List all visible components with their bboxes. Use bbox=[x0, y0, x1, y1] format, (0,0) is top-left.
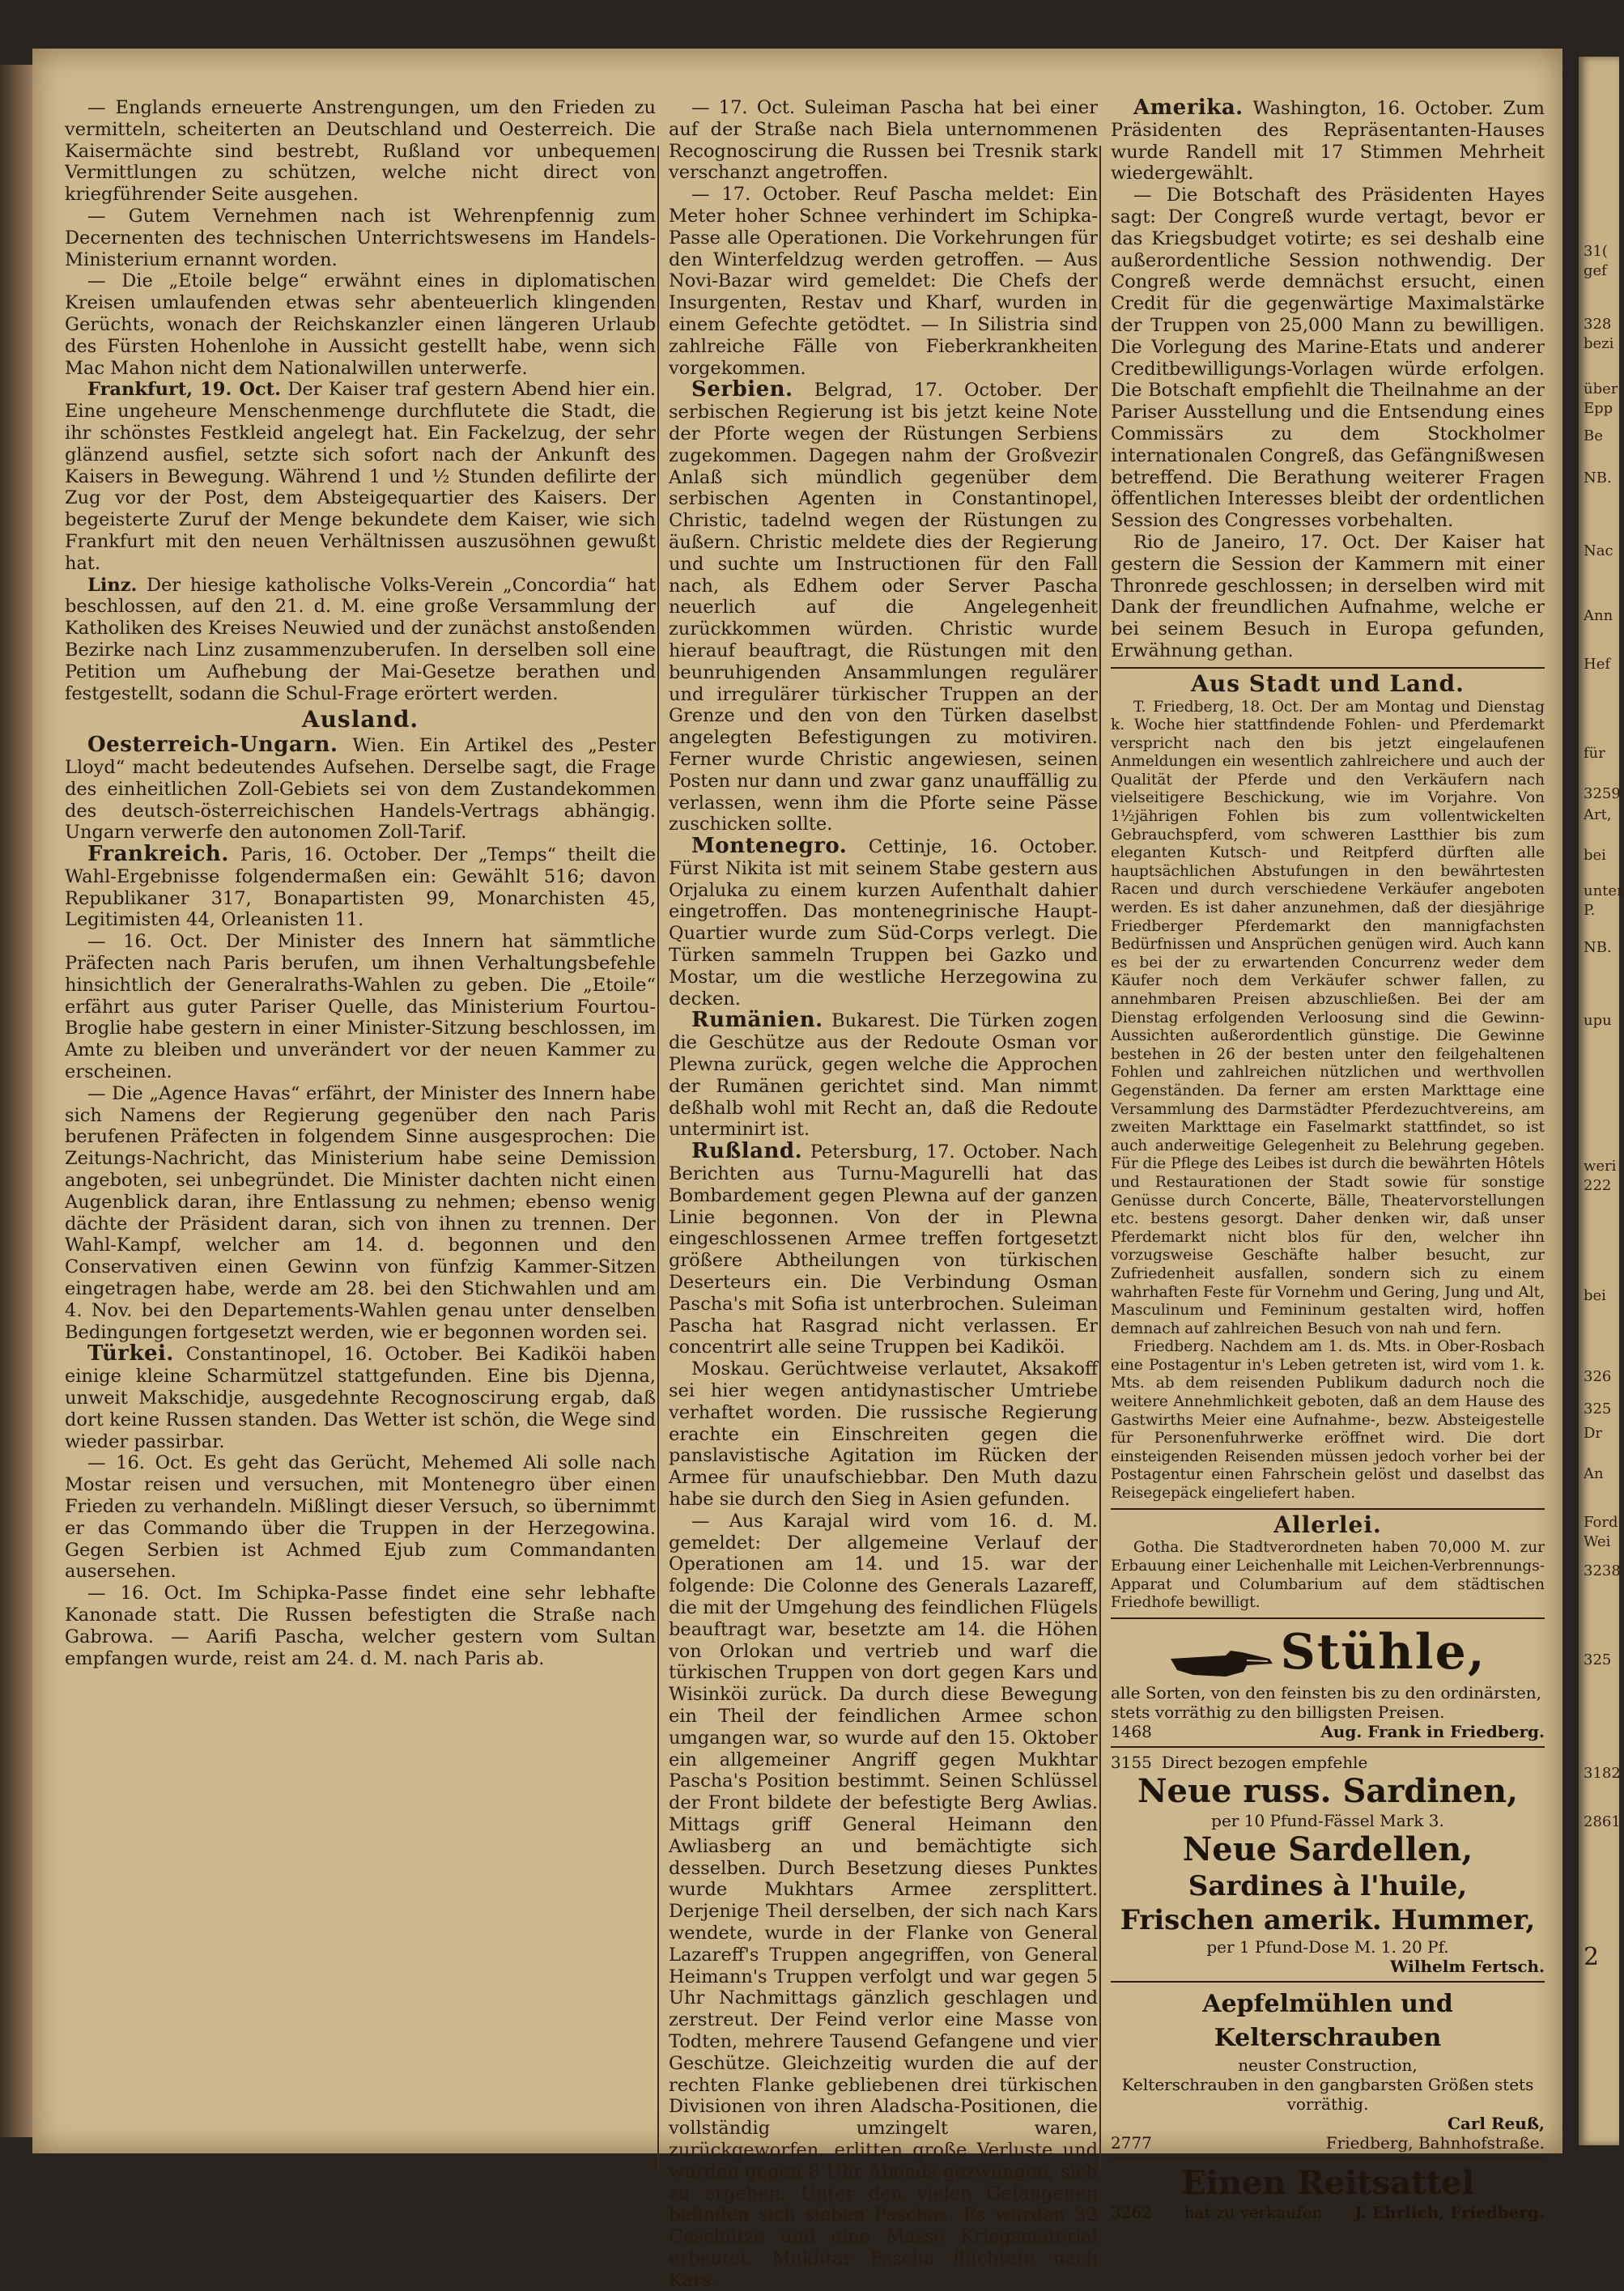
article-tuerkei-3: — 16. Oct. Im Schipka-Passe findet eine sehr lebhafte Kanonade statt. Die Russen befestigten die Straße nach Gabrowa. — Aarifi Pascha, welcher gestern vom Sultan empfangen wurde, reist am 24. d. M. nach Paris ab. bbox=[65, 1583, 656, 1669]
ad-number: 3155 bbox=[1111, 1752, 1152, 1772]
column-rule bbox=[657, 146, 659, 2170]
ad-headline: Aepfelmühlen und Kelterschrauben bbox=[1202, 1989, 1453, 2052]
article-serbien: Serbien. Belgrad, 17. October. Der serbischen Regierung ist bis jetzt keine Note der Pforte wegen der Rüstungen Serbiens zugekommen. Dagegen nahm der Großvezir Anlaß sich mündlich gegenüber dem serbischen Agenten in Constantinopel, Christic, tadelnd wegen der Rüstungen zu äußern. Christic meldete dies der Regierung und suchte um Instructionen für den Fall nach, als Edhem oder Server Pascha neuerlich auf die Angelegenheit zurückkommen würden. Christic wurde hierauf beauftragt, die Rüstungen mit den beunruhigenden Ansammlungen regulärer und irregulärer türkischer Truppen an der Grenze und den von den Türken daselbst angelegten Befestigungen zu motiviren. Ferner wurde Christic angewiesen, seinen Posten nur dann und zwar ganz unauffällig zu verlassen, wenn ihm die Pforte seine Pässe zuschicken sollte. bbox=[669, 377, 1098, 835]
adjacent-fragment: 328 bbox=[1584, 316, 1612, 333]
country-heading: Serbien. bbox=[691, 377, 793, 402]
article-amerika: Amerika. Washington, 16. October. Zum Präsidenten des Repräsentanten-Hauses wurde Randell mit 17 Stimmen Mehrheit wiedergewählt. bbox=[1111, 96, 1545, 185]
column-rule bbox=[1099, 146, 1101, 2170]
section-heading-stadt: Aus Stadt und Land. bbox=[1191, 669, 1465, 697]
article-linz: Linz. Der hiesige katholische Volks-Verein „Concordia“ hat beschlossen, auf den 21. d. M. eine große Versammlung der Katholiken des Kreises Neuwied und der zunächst anstoßenden Bezirke nach Linz zusammenzuberufen. In derselben soll eine Petition um Aufhebung der Mai-Gesetze berathen und festgestellt, sodann die Schul-Frage erörtert werden. bbox=[65, 574, 656, 704]
adjacent-fragment: 2 bbox=[1584, 1943, 1600, 1971]
ad-text: alle Sorten, von den feinsten bis zu den ordinärsten, stets vorräthig zu den billigsten Preisen. bbox=[1111, 1682, 1542, 1722]
adjacent-fragment: Be bbox=[1584, 427, 1603, 444]
article-england: — Englands erneuerte Anstrengungen, um den Frieden zu vermitteln, scheiterten an Deutschland und Oesterreich. Die Kaisermächte sind bestrebt, Rußland vor unbequemen Vermittlungen zu schützen, welche nicht direct von kriegführender Seite ausgehen. bbox=[65, 97, 656, 206]
ad-address: Friedberg, Bahnhofstraße. bbox=[1325, 2132, 1545, 2153]
article-suleiman: — 17. Oct. Suleiman Pascha hat bei einer auf der Straße nach Biela unternommenen Recognoscirung die Russen bei Tresnik stark verschanzt angetroffen. bbox=[669, 97, 1098, 184]
column-right bbox=[1111, 97, 1545, 2222]
adjacent-fragment: Ann bbox=[1584, 607, 1613, 624]
divider bbox=[1111, 2157, 1545, 2159]
article-frankreich: Frankreich. Paris, 16. October. Der „Temps“ theilt die Wahl-Ergebnisse folgendermaßen ein: Gewählt 516; davon Republikaner 317, Bonapartisten 99, Monarchisten 45, Legitimisten 44, Orleanisten 11. bbox=[65, 842, 657, 931]
ad-text: per 10 Pfund-Fässel Mark 3. bbox=[1211, 1810, 1444, 1830]
adjacent-fragment: Art, bbox=[1584, 806, 1612, 823]
ad-text: Direct bezogen empfehle bbox=[1161, 1752, 1368, 1772]
country-heading: Türkei. bbox=[87, 1341, 174, 1367]
article-pferdemarkt: T. Friedberg, 18. Oct. Der am Montag und Dienstag k. Woche hier stattfindende Fohlen- und Pferdemarkt verspricht nach den bis jetzt eingelaufenen Anmeldungen ein wesentlich zahlreichere und auch der Qualität der Pferde und den Verkäufern nach vielseitigere Beschickung, wie im Vorjahre. Von 1½jährigen Fohlen bis zum vollentwickelten Gebrauchspferd, vom schweren Lastthier bis zum eleganten Kutsch- und Reitpferd dürften alle hauptsächlichen Abstufungen in den bewährtesten Racen und durch verschiedene Verkäufer angeboten werden. Es ist daher anzunehmen, daß der diesjährige Friedberger Pferdemarkt den mannigfachsten Bedürfnissen und Ansprüchen genügen wird. Auch kann es bei der zu erwartenden Concurrenz weder dem Käufer noch dem Verkäufer schwer fallen, zu annehmbaren Preisen abzuschließen. Bei der am Dienstag erfolgenden Verloosung sind die Gewinn-Aussichten außerordentlich günstige. Die Gewinne bestehen in 26 der besten unter den feilgehaltenen Fohlen und zahlreichen nützlichen und werthvollen Gegenständen. Da ferner am ersten Markttage eine Versammlung des Darmstädter Pferdezuchtvereins, am zweiten Markttage ein Faselmarkt stattfindet, so ist auch anderweitige Gelegenheit zu Belehrung gegeben. Für die Pflege des Leibes ist durch die bewährten Hôtels und Restaurationen der Stadt sowie für sonstige Genüsse durch Concerte, Bälle, Theatervorstellungen etc. bestens gesorgt. Daher denken wir, daß unser Pferdemarkt nicht blos für den, welcher ihn vorzugsweise Geschäfte halber besucht, zur Zufriedenheit ausfallen, sondern sich zu einem wahrhaften Feste für Vornehm und Gering, Jung und Alt, Masculinum und Femininum gestalten wird, hoffen demnach auf zahlreichen Besuch von nah und fern. bbox=[1111, 698, 1545, 1337]
dateline: Linz. bbox=[87, 574, 138, 596]
ad-signature: Carl Reuß, bbox=[1447, 2113, 1545, 2133]
ad-stuehle bbox=[1111, 1624, 1545, 1741]
ad-number: 1468 bbox=[1111, 1721, 1152, 1741]
ad-signature: Aug. Frank in Friedberg. bbox=[1320, 1721, 1545, 1741]
adjacent-fragment: 3238 bbox=[1584, 1562, 1621, 1579]
adjacent-fragment: für bbox=[1584, 745, 1605, 762]
adjacent-fragment: bei bbox=[1584, 1287, 1606, 1304]
ad-signature: Wilhelm Fertsch. bbox=[1390, 1956, 1545, 1976]
adjacent-fragment: bei bbox=[1584, 847, 1606, 864]
ad-headline: Stühle, bbox=[1280, 1623, 1486, 1681]
adjacent-fragment: Ford bbox=[1584, 1514, 1618, 1531]
divider bbox=[1111, 1508, 1545, 1510]
adjacent-fragment: Dr bbox=[1584, 1425, 1603, 1442]
ad-number: 3262 bbox=[1111, 2202, 1152, 2222]
adjacent-fragment: NB. bbox=[1584, 939, 1612, 956]
ad-reitsattel bbox=[1111, 2164, 1545, 2222]
divider bbox=[1111, 1981, 1545, 1983]
adjacent-fragment: P. bbox=[1584, 902, 1596, 919]
article-postagentur: Friedberg. Nachdem am 1. ds. Mts. in Ober-Rosbach eine Postagentur in's Leben getreten ist, wird vom 1. k. Mts. ab dem reisenden Publikum dadurch noch die weitere Annehmlichkeit geboten, daß an dem Hause des Gastwirths Meier eine Aufnahme-, bezw. Absteigestelle für Personenfuhrwerke eröffnet wird. Die dort einsteigenden Reisenden müssen jedoch vorher bei der Postagentur einen Fahrschein gelöst und daselbst das Reisegepäck eingeliefert haben. bbox=[1111, 1338, 1545, 1503]
adjacent-fragment: gef bbox=[1584, 262, 1607, 279]
adjacent-fragment: upu bbox=[1584, 1012, 1612, 1029]
ad-sardinen bbox=[1111, 1753, 1545, 1976]
dateline: Frankfurt, 19. Oct. bbox=[87, 379, 281, 401]
newspaper-page bbox=[32, 49, 1562, 2291]
ad-number: 2777 bbox=[1111, 2132, 1152, 2153]
article-reuf: — 17. October. Reuf Pascha meldet: Ein Meter hoher Schnee verhindert im Schipka-Passe alle Operationen. Die Vorkehrungen für den Winterfeldzug werden getroffen. — Aus Novi-Bazar wird gemeldet: Die Chefs der Insurgenten, Restav und Kharf, wurden in einem Gefechte getödtet. — In Silistria sind zahlreiche Fälle von Fieberkrankheiten vorgekommen. bbox=[669, 184, 1098, 379]
adjacent-fragment: Hef bbox=[1584, 656, 1611, 673]
ad-headline: Frischen amerik. Hummer, bbox=[1120, 1903, 1536, 1936]
country-heading: Rußland. bbox=[691, 1139, 803, 1164]
ad-headline: Neue russ. Sardinen, bbox=[1137, 1771, 1519, 1810]
ad-text: hat zu verkaufen bbox=[1184, 2202, 1323, 2222]
ad-headline: Neue Sardellen, bbox=[1182, 1830, 1473, 1868]
ad-signature: J. Ehrlich, Friedberg. bbox=[1354, 2202, 1545, 2222]
adjacent-fragment: über bbox=[1584, 380, 1618, 397]
adjacent-fragment: 325 bbox=[1584, 1401, 1612, 1418]
ad-headline: Einen Reitsattel bbox=[1181, 2163, 1474, 2202]
section-heading-allerlei: Allerlei. bbox=[1273, 1511, 1382, 1538]
article-hayes: — Die Botschaft des Präsidenten Hayes sagt: Der Congreß wurde vertagt, bevor er das Kriegsbudget votirte; es sei deshalb eine außerordentliche Session nothwendig. Der Congreß werde demnächst ersucht, einen Credit für die gegenwärtige Maximalstärke der Truppen von 25,000 Mann zu bewilligen. Die Vorlegung des Marine-Etats und anderer Creditbewilligungs-Vorlagen würde erfolgen. Die Botschaft empfiehlt die Theilnahme an der Pariser Ausstellung und die Entsendung eines Commissärs zu dem Stockholmer internationalen Congreß, das Gefängnißwesen betreffend. Die Berathung weiterer Fragen öffentlichen Interesses bleibt der ordentlichen Session des Congresses vorbehalten. bbox=[1111, 185, 1545, 532]
adjacent-fragment: unter bbox=[1584, 882, 1624, 899]
country-heading: Frankreich. bbox=[87, 842, 229, 867]
article-rumaenien: Rumänien. Bukarest. Die Türken zogen die Geschütze aus der Redoute Osman vor Plewna zurück, gegen welche die Approchen der Rumänen gerichtet sind. Man nimmt deßhalb wohl mit Recht an, daß die Redoute unterminirt ist. bbox=[669, 1008, 1098, 1141]
adjacent-page-strip bbox=[1579, 57, 1624, 2145]
pointing-hand-icon bbox=[1169, 1644, 1274, 1683]
adjacent-fragment: weri bbox=[1584, 1158, 1617, 1175]
divider bbox=[1111, 1617, 1545, 1619]
article-montenegro: Montenegro. Cettinje, 16. October. Fürst Nikita ist mit seinem Stabe gestern aus Orjaluka zu einem kurzen Aufenthalt dahier eingetroffen. Das montenegrinische Haupt-Quartier wurde zum Süd-Corps verlegt. Die Türken sammeln Truppen bei Gazko und Mostar, um die westliche Herzegowina zu decken. bbox=[669, 834, 1099, 1009]
divider bbox=[1111, 1746, 1545, 1748]
article-wehrenpfennig: — Gutem Vernehmen nach ist Wehrenpfennig zum Decernenten des technischen Unterrichtswesens im Handels-Ministerium ernannt worden. bbox=[65, 205, 656, 270]
column-left bbox=[65, 97, 656, 1669]
adjacent-fragment: Epp bbox=[1584, 400, 1613, 417]
article-frankreich-2: — 16. Oct. Der Minister des Innern hat sämmtliche Präfecten nach Paris berufen, um ihnen Verhaltungsbefehle hinsichtlich der Generalraths-Wahlen zu geben. Die „Etoile“ erfährt aus guter Pariser Quelle, das Ministerium Fourtou-Broglie habe gestern in einer Minister-Sitzung beschlossen, im Amte zu bleiben und unverändert vor der neuen Kammer zu erscheinen. bbox=[65, 931, 656, 1083]
article-frankfurt: Frankfurt, 19. Oct. Der Kaiser traf gestern Abend hier ein. Eine ungeheure Menschenmenge durchflutete die Stadt, die ihr schönstes Festkleid angelegt hat. Ein Fackelzug, der sehr glänzend ausfiel, setzte sich sofort nach der Ankunft des Kaisers in Bewegung. Während 1 und ½ Stunden defilirte der Zug vor der Post, dem Absteigequartier des Kaisers. Der begeisterte Zuruf der Menge bekundete dem Kaiser, wie sich Frankfurt mit den neuen Verhältnissen auszusöhnen gewußt hat. bbox=[65, 379, 657, 574]
adjacent-fragment: 325 bbox=[1584, 1651, 1612, 1668]
ad-aepfelmuehlen bbox=[1111, 1987, 1545, 2153]
adjacent-fragment: Nac bbox=[1584, 542, 1613, 559]
ad-headline: Sardines à l'huile, bbox=[1188, 1869, 1468, 1902]
adjacent-fragment: bezi bbox=[1584, 335, 1614, 352]
adjacent-fragment: 3259 bbox=[1584, 785, 1621, 802]
adjacent-fragment: 326 bbox=[1584, 1368, 1612, 1385]
adjacent-fragment: An bbox=[1584, 1465, 1604, 1482]
country-heading: Montenegro. bbox=[691, 834, 848, 859]
article-karajal: — Aus Karajal wird vom 16. d. M. gemeldet: Der allgemeine Verlauf der Operationen am 14. und 15. war der folgende: Die Colonne des Generals Lazareff, die mit der Umgehung des feindlichen Flügels beauftragt war, besetzte am 14. die Höhen von Orlokan und vertrieb und warf die türkischen Truppen von dort gegen Kars und Wisinköi zurück. Da durch diese Bewegung ein Theil der feindlichen Armee schon umgangen war, so wurde auf den 15. Oktober ein allgemeiner Angriff gegen Mukhtar Pascha's Position bestimmt. Seinen Schlüssel der Front bildete der befestigte Berg Awlias. Mittags griff General Heimann den Awliasberg an und bemächtigte sich desselben. Durch Besetzung dieses Punktes wurde Mukhtars Armee zersplittert. Derjenige Theil derselben, der sich nach Kars wendete, wurde in der Flanke von General Lazareff's Truppen angegriffen, von General Heimann's Truppen verfolgt und war gegen 5 Uhr Nachmittags gänzlich geschlagen und zerstreut. Der Feind verlor eine Masse von Todten, mehrere Tausend Gefangene und vier Geschütze. Gleichzeitig wurden die auf der rechten Flanke gebliebenen drei türkischen Divisionen von ihren Aladscha-Positionen, die vollständig umzingelt waren, zurückgeworfen, erlitten große Verluste und wurden gegen 8 Uhr Abends gezwungen, sich zu ergeben. Unter den vielen Gefangenen befinden sich sieben Paschas. Es wurden 32 Geschütze und eine Masse Kriegsmaterial erbeutet. Mukhtar Pascha flüchtete nach Kars. bbox=[669, 1510, 1098, 2291]
divider bbox=[1111, 667, 1545, 669]
article-tuerkei: Türkei. Constantinopel, 16. October. Bei Kadiköi haben einige kleine Scharmützel stattgefunden. Eine bis Djenna, unweit Makschidje, ausgedehnte Recognoscirung ergab, daß dort keine Russen standen. Das Wetter ist schön, die Wege sind wieder passirbar. bbox=[65, 1341, 656, 1452]
adjacent-fragment: NB. bbox=[1584, 470, 1612, 487]
ad-text: Kelterschrauben in den gangbarsten Größen stets vorräthig. bbox=[1121, 2074, 1534, 2114]
adjacent-fragment: Wei bbox=[1584, 1533, 1611, 1550]
country-heading: Amerika. bbox=[1133, 96, 1244, 120]
article-russland: Rußland. Petersburg, 17. October. Nach Berichten aus Turnu-Magurelli hat das Bombardement gegen Plewna auf der ganzen Linie begonnen. Von der in Plewna eingeschlossenen Armee treffen fortgesetzt größere Abtheilungen von türkischen Deserteurs ein. Die Verbindung Osman Pascha's mit Sofia ist unterbrochen. Suleiman Pascha hat Rasgrad nicht verlassen. Er concentrirt alle seine Truppen bei Kadiköi. bbox=[669, 1139, 1098, 1358]
article-gotha: Gotha. Die Stadtverordneten haben 70,000 M. zur Erbauung einer Leichenhalle mit Leichen-Verbrennungs-Apparat und Columbarium auf dem städtischen Friedhofe bewilligt. bbox=[1111, 1539, 1545, 1612]
ad-text: neuster Construction, bbox=[1238, 2055, 1418, 2075]
adjacent-fragment: 31( bbox=[1584, 243, 1608, 260]
country-heading: Oesterreich-Ungarn. bbox=[87, 733, 338, 758]
article-tuerkei-2: — 16. Oct. Es geht das Gerücht, Mehemed Ali solle nach Mostar reisen und versuchen, mit Montenegro über einen Frieden zu verhandeln. Mißlingt dieser Versuch, so übernimmt er das Commando über die Truppen in der Herzegowina. Gegen Serbien ist Achmed Ejub zum Commandanten ausersehen. bbox=[65, 1452, 656, 1583]
article-oesterreich: Oesterreich-Ungarn. Wien. Ein Artikel des „Pester Lloyd“ macht bedeutendes Aufsehen. Derselbe sagt, die Frage des einheitlichen Zoll-Gebiets sei von dem Zustandekommen des deutsch-österreichischen Handels-Vertrags abhängig. Ungarn verwerfe den autonomen Zoll-Tarif. bbox=[65, 733, 656, 844]
article-frankreich-3: — Die „Agence Havas“ erfährt, der Minister des Innern habe sich Namens der Regierung gegenüber den nach Paris berufenen Präfecten in folgendem Sinne ausgesprochen: Die Zeitungs-Nachricht, das Ministerium habe seine Demission angeboten, sei unbegründet. Die Minister dachten nicht einen Augenblick daran, ihre Entlassung zu nehmen; ebenso wenig dächte der Präsident daran, sich von ihnen zu trennen. Der Wahl-Kampf, welcher am 14. d. begonnen und den Conservativen einen Gewinn von fünfzig Kammer-Sitzen eingetragen habe, werde am 28. bei den Stichwahlen und am 4. Nov. bei den Departements-Wahlen genau unter denselben Bedingungen fortgesetzt werden, wie er begonnen worden sei. bbox=[65, 1082, 656, 1343]
section-heading-ausland: Ausland. bbox=[301, 706, 419, 733]
column-middle bbox=[669, 97, 1098, 2291]
country-heading: Rumänien. bbox=[691, 1008, 823, 1033]
ad-text: per 1 Pfund-Dose M. 1. 20 Pf. bbox=[1206, 1936, 1449, 1957]
adjacent-fragment: 3182 bbox=[1584, 1765, 1621, 1782]
article-rio: Rio de Janeiro, 17. Oct. Der Kaiser hat gestern die Session der Kammern mit einer Thronrede geschlossen; in derselben wird mit Dank der freundlichen Aufnahme, welche er bei seinem Besuch in Europa gefunden, Erwähnung gethan. bbox=[1111, 531, 1545, 661]
adjacent-fragment: 222 bbox=[1584, 1177, 1612, 1194]
article-moskau: Moskau. Gerüchtweise verlautet, Aksakoff sei hier wegen antidynastischer Umtriebe verhaftet worden. Die russische Regierung erachte ein Einschreiten gegen die panslavistische Agitation im Rücken der Armee für unaufschiebbar. Den Muth dazu habe sie durch den Sieg in Asien gefunden. bbox=[669, 1358, 1098, 1510]
adjacent-fragment: 2861 bbox=[1584, 1813, 1621, 1830]
article-etoile: — Die „Etoile belge“ erwähnt eines in diplomatischen Kreisen umlaufenden etwas sehr abenteuerlich klingenden Gerüchts, wonach der Reichskanzler einen längeren Urlaub des Fürsten Hohenlohe in Aussicht gestellt habe, wenn sich Mac Mahon nicht dem Nationalwillen unterwerfe. bbox=[65, 270, 656, 379]
